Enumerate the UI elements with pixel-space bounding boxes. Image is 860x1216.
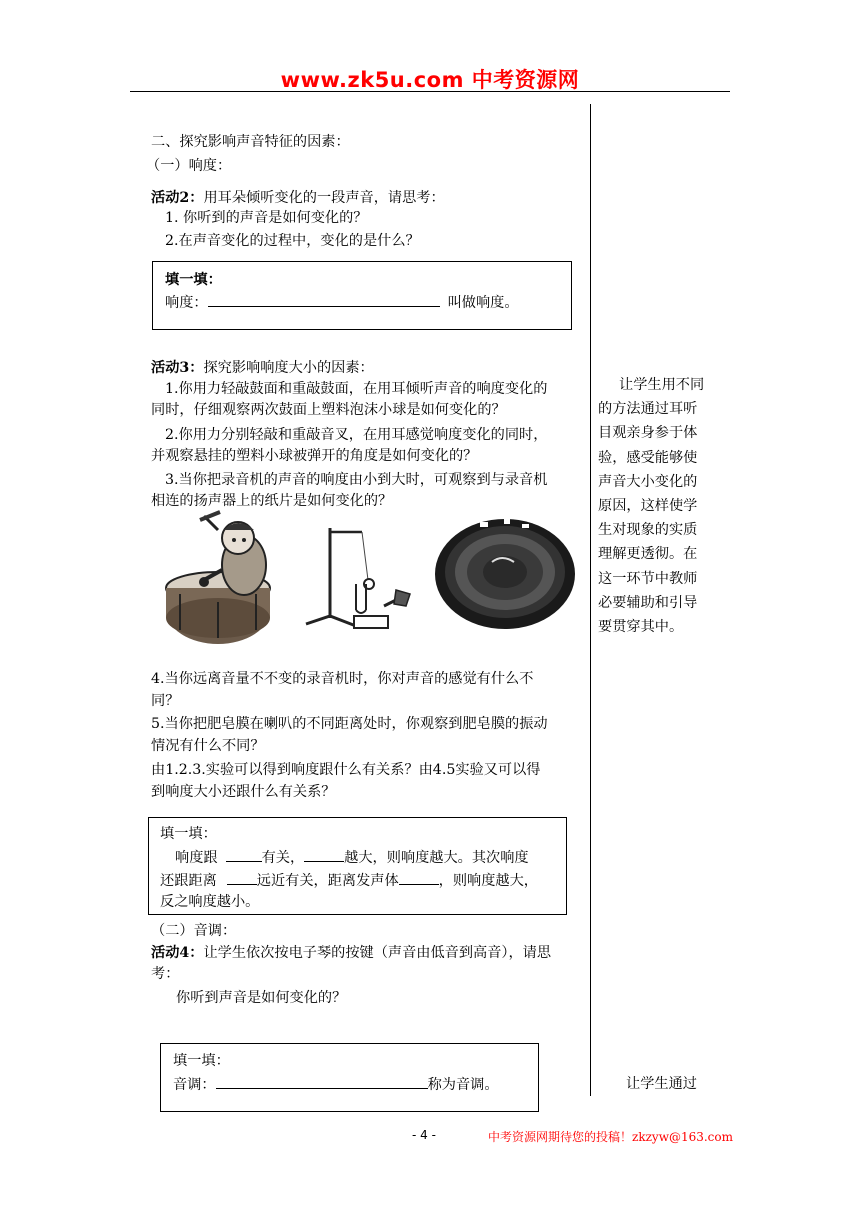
- activity3-intro: 探究影响响度大小的因素：: [203, 360, 374, 376]
- activity2-q2: 2.在声音变化的过程中，变化的是什么？: [165, 233, 420, 249]
- fill2-text-f: ，则响度越大，: [438, 873, 538, 889]
- fill2-line3: 反之响度越小。: [160, 894, 260, 910]
- activity4-line: [151, 942, 551, 964]
- activity3-p4-line2: 同？: [151, 693, 180, 709]
- tuning-fork-figure: [296, 520, 426, 636]
- activity3-line: [151, 357, 374, 379]
- fill2-line1: [175, 847, 529, 869]
- fill3-title: 填一填：: [173, 1053, 230, 1069]
- speaker-figure: [432, 514, 578, 630]
- page-number: - 4 -: [412, 1128, 436, 1142]
- sidebar-note-1: 让学生用不同的方法通过耳听目观亲身参于体验，感受能够使声音大小变化的原因，这样使学生对现象的实质理解更透彻。在这一环节中教师必要辅助和引导要贯穿其中。: [598, 377, 705, 636]
- activity3-p5-line1: 5.当你把肥皂膜在喇叭的不同距离处时，你观察到肥皂膜的振动: [151, 716, 548, 732]
- section-title: 二、探究影响声音特征的因素：: [151, 134, 350, 150]
- fill3-suffix: 称为音调。: [427, 1077, 499, 1093]
- activity4-label: 活动4：: [151, 945, 204, 961]
- activity4-line2: 考：: [151, 966, 180, 982]
- drummer-figure: [160, 510, 286, 650]
- activity3-p2-line2: 并观察悬挂的塑料小球被弹开的角度是如何变化的？: [151, 448, 478, 464]
- fill1-blank[interactable]: [208, 292, 440, 307]
- header-divider: [130, 91, 730, 92]
- activity2-q1: 1. 你听到的声音是如何变化的？: [165, 210, 368, 226]
- column-divider: [590, 104, 591, 1096]
- fill1-suffix: 叫做响度。: [447, 295, 519, 311]
- activity4-line1: 让学生依次按电子琴的按键（声音由低音到高音），请思: [203, 945, 552, 961]
- fill2-text-a: 响度跟: [175, 850, 218, 866]
- activity2-line: [151, 187, 445, 209]
- activity3-p3-line1: 3.当你把录音机的声音的响度由小到大时，可观察到与录音机: [165, 472, 548, 488]
- activity2-intro: 用耳朵倾听变化的一段声音，请思考：: [203, 190, 445, 206]
- activity3-label: 活动3：: [151, 360, 204, 376]
- activity4-question: 你听到声音是如何变化的？: [176, 990, 347, 1006]
- activity3-summary-line1: 由1.2.3.实验可以得到响度跟什么有关系？由4.5实验又可以得: [151, 762, 541, 778]
- fill3-prefix: 音调：: [173, 1077, 216, 1093]
- fill2-text-e: 远近有关，距离发声体: [256, 873, 399, 889]
- activity3-p5-line2: 情况有什么不同？: [151, 738, 265, 754]
- fill2-blank1[interactable]: [226, 847, 262, 862]
- activity3-summary-line2: 到响度大小还跟什么有关系？: [151, 784, 336, 800]
- fill2-blank4[interactable]: [399, 870, 439, 885]
- activity2-label: 活动2：: [151, 190, 204, 206]
- activity3-p2-line1: 2.你用力分别轻敲和重敲音叉，在用耳感觉响度变化的同时，: [165, 427, 548, 443]
- fill2-text-b: 有关，: [261, 850, 305, 866]
- loudness-heading: （一）响度：: [146, 158, 232, 174]
- footer-promo[interactable]: 中考资源网期待您的投稿！zkzyw@163.com: [488, 1130, 734, 1144]
- activity3-p1-line2: 同时，仔细观察两次鼓面上塑料泡沫小球是如何变化的？: [151, 402, 506, 418]
- fill2-blank2[interactable]: [304, 847, 344, 862]
- fill1-title: 填一填：: [165, 272, 222, 288]
- fill3-line: [173, 1074, 499, 1096]
- fill2-line2: [160, 870, 538, 892]
- fill2-text-d: 还跟距离: [160, 873, 217, 889]
- activity3-p4-line1: 4.当你远离音量不不变的录音机时，你对声音的感觉有什么不: [151, 671, 534, 687]
- site-header[interactable]: www.zk5u.com 中考资源网: [280, 68, 580, 92]
- fill1-prefix: 响度：: [165, 295, 208, 311]
- pitch-heading: （二）音调：: [151, 923, 237, 939]
- sidebar-note-2: 让学生通过: [626, 1076, 697, 1092]
- activity3-p1-line1: 1.你用力轻敲鼓面和重敲鼓面，在用耳倾听声音的响度变化的: [165, 381, 548, 397]
- activity3-p3-line2: 相连的扬声器上的纸片是如何变化的？: [151, 493, 393, 509]
- fill2-text-c: 越大，则响度越大。其次响度: [344, 850, 529, 866]
- fill2-title: 填一填：: [160, 826, 217, 842]
- fill1-line: [165, 292, 519, 314]
- fill2-blank3[interactable]: [227, 870, 257, 885]
- fill3-blank[interactable]: [216, 1074, 428, 1089]
